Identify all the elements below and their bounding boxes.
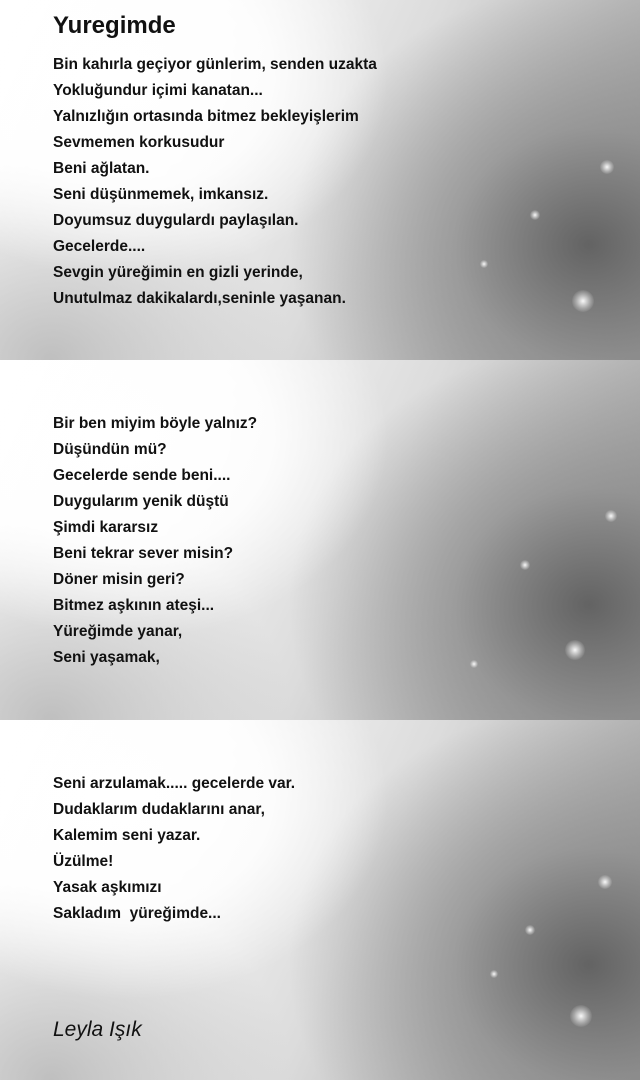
bokeh-sparkle: [570, 1005, 592, 1027]
poem-line: Seni düşünmemek, imkansız.: [53, 186, 269, 203]
bokeh-sparkle: [572, 290, 594, 312]
poem-line: Döner misin geri?: [53, 571, 185, 588]
poem-line: Sakladım yüreğimde...: [53, 905, 221, 922]
stanza: [53, 52, 377, 312]
poem-line: Dudaklarım dudaklarını anar,: [53, 801, 265, 818]
poem-author: Leyla Işık: [53, 1018, 142, 1041]
poem-line: Yokluğundur içimi kanatan...: [53, 82, 263, 99]
poem-title: Yuregimde: [53, 12, 176, 39]
poem-line: Yüreğimde yanar,: [53, 623, 183, 640]
stanza: [53, 771, 295, 927]
bokeh-sparkle: [525, 925, 535, 935]
poem-line: Bir ben miyim böyle yalnız?: [53, 415, 258, 432]
bokeh-sparkle: [480, 260, 488, 268]
poem-panel-3: [0, 720, 640, 1080]
bokeh-sparkle: [605, 510, 617, 522]
poem-line: Üzülme!: [53, 853, 114, 870]
stanza: [53, 411, 257, 671]
poem-line: Düşündün mü?: [53, 441, 167, 458]
bokeh-sparkle: [600, 160, 614, 174]
poem-line: Doyumsuz duygulardı paylaşılan.: [53, 212, 299, 229]
bokeh-sparkle: [598, 875, 612, 889]
poem-line: Beni ağlatan.: [53, 160, 150, 177]
poem-line: Kalemim seni yazar.: [53, 827, 201, 844]
poem-line: Sevgin yüreğimin en gizli yerinde,: [53, 264, 303, 281]
bokeh-sparkle: [565, 640, 585, 660]
poem-line: Seni yaşamak,: [53, 649, 160, 666]
poem-line: Bitmez aşkının ateşi...: [53, 597, 215, 614]
bokeh-sparkle: [470, 660, 478, 668]
poem-line: Unutulmaz dakikalardı,seninle yaşanan.: [53, 290, 346, 307]
poem-line: Şimdi kararsız: [53, 519, 159, 536]
bokeh-sparkle: [530, 210, 540, 220]
poem-panel-2: [0, 360, 640, 720]
bokeh-sparkle: [490, 970, 498, 978]
poem-line: Gecelerde sende beni....: [53, 467, 231, 484]
poem-panel-1: [0, 0, 640, 360]
poem-line: Gecelerde....: [53, 238, 146, 255]
poem-line: Yasak aşkımızı: [53, 879, 162, 896]
poem-line: Duygularım yenik düştü: [53, 493, 229, 510]
poem-line: Bin kahırla geçiyor günlerim, senden uzakta: [53, 56, 377, 73]
bokeh-sparkle: [520, 560, 530, 570]
poem-line: Seni arzulamak..... gecelerde var.: [53, 775, 296, 792]
poem-line: Sevmemen korkusudur: [53, 134, 225, 151]
poem-line: Yalnızlığın ortasında bitmez bekleyişlerim: [53, 108, 359, 125]
poem-line: Beni tekrar sever misin?: [53, 545, 234, 562]
